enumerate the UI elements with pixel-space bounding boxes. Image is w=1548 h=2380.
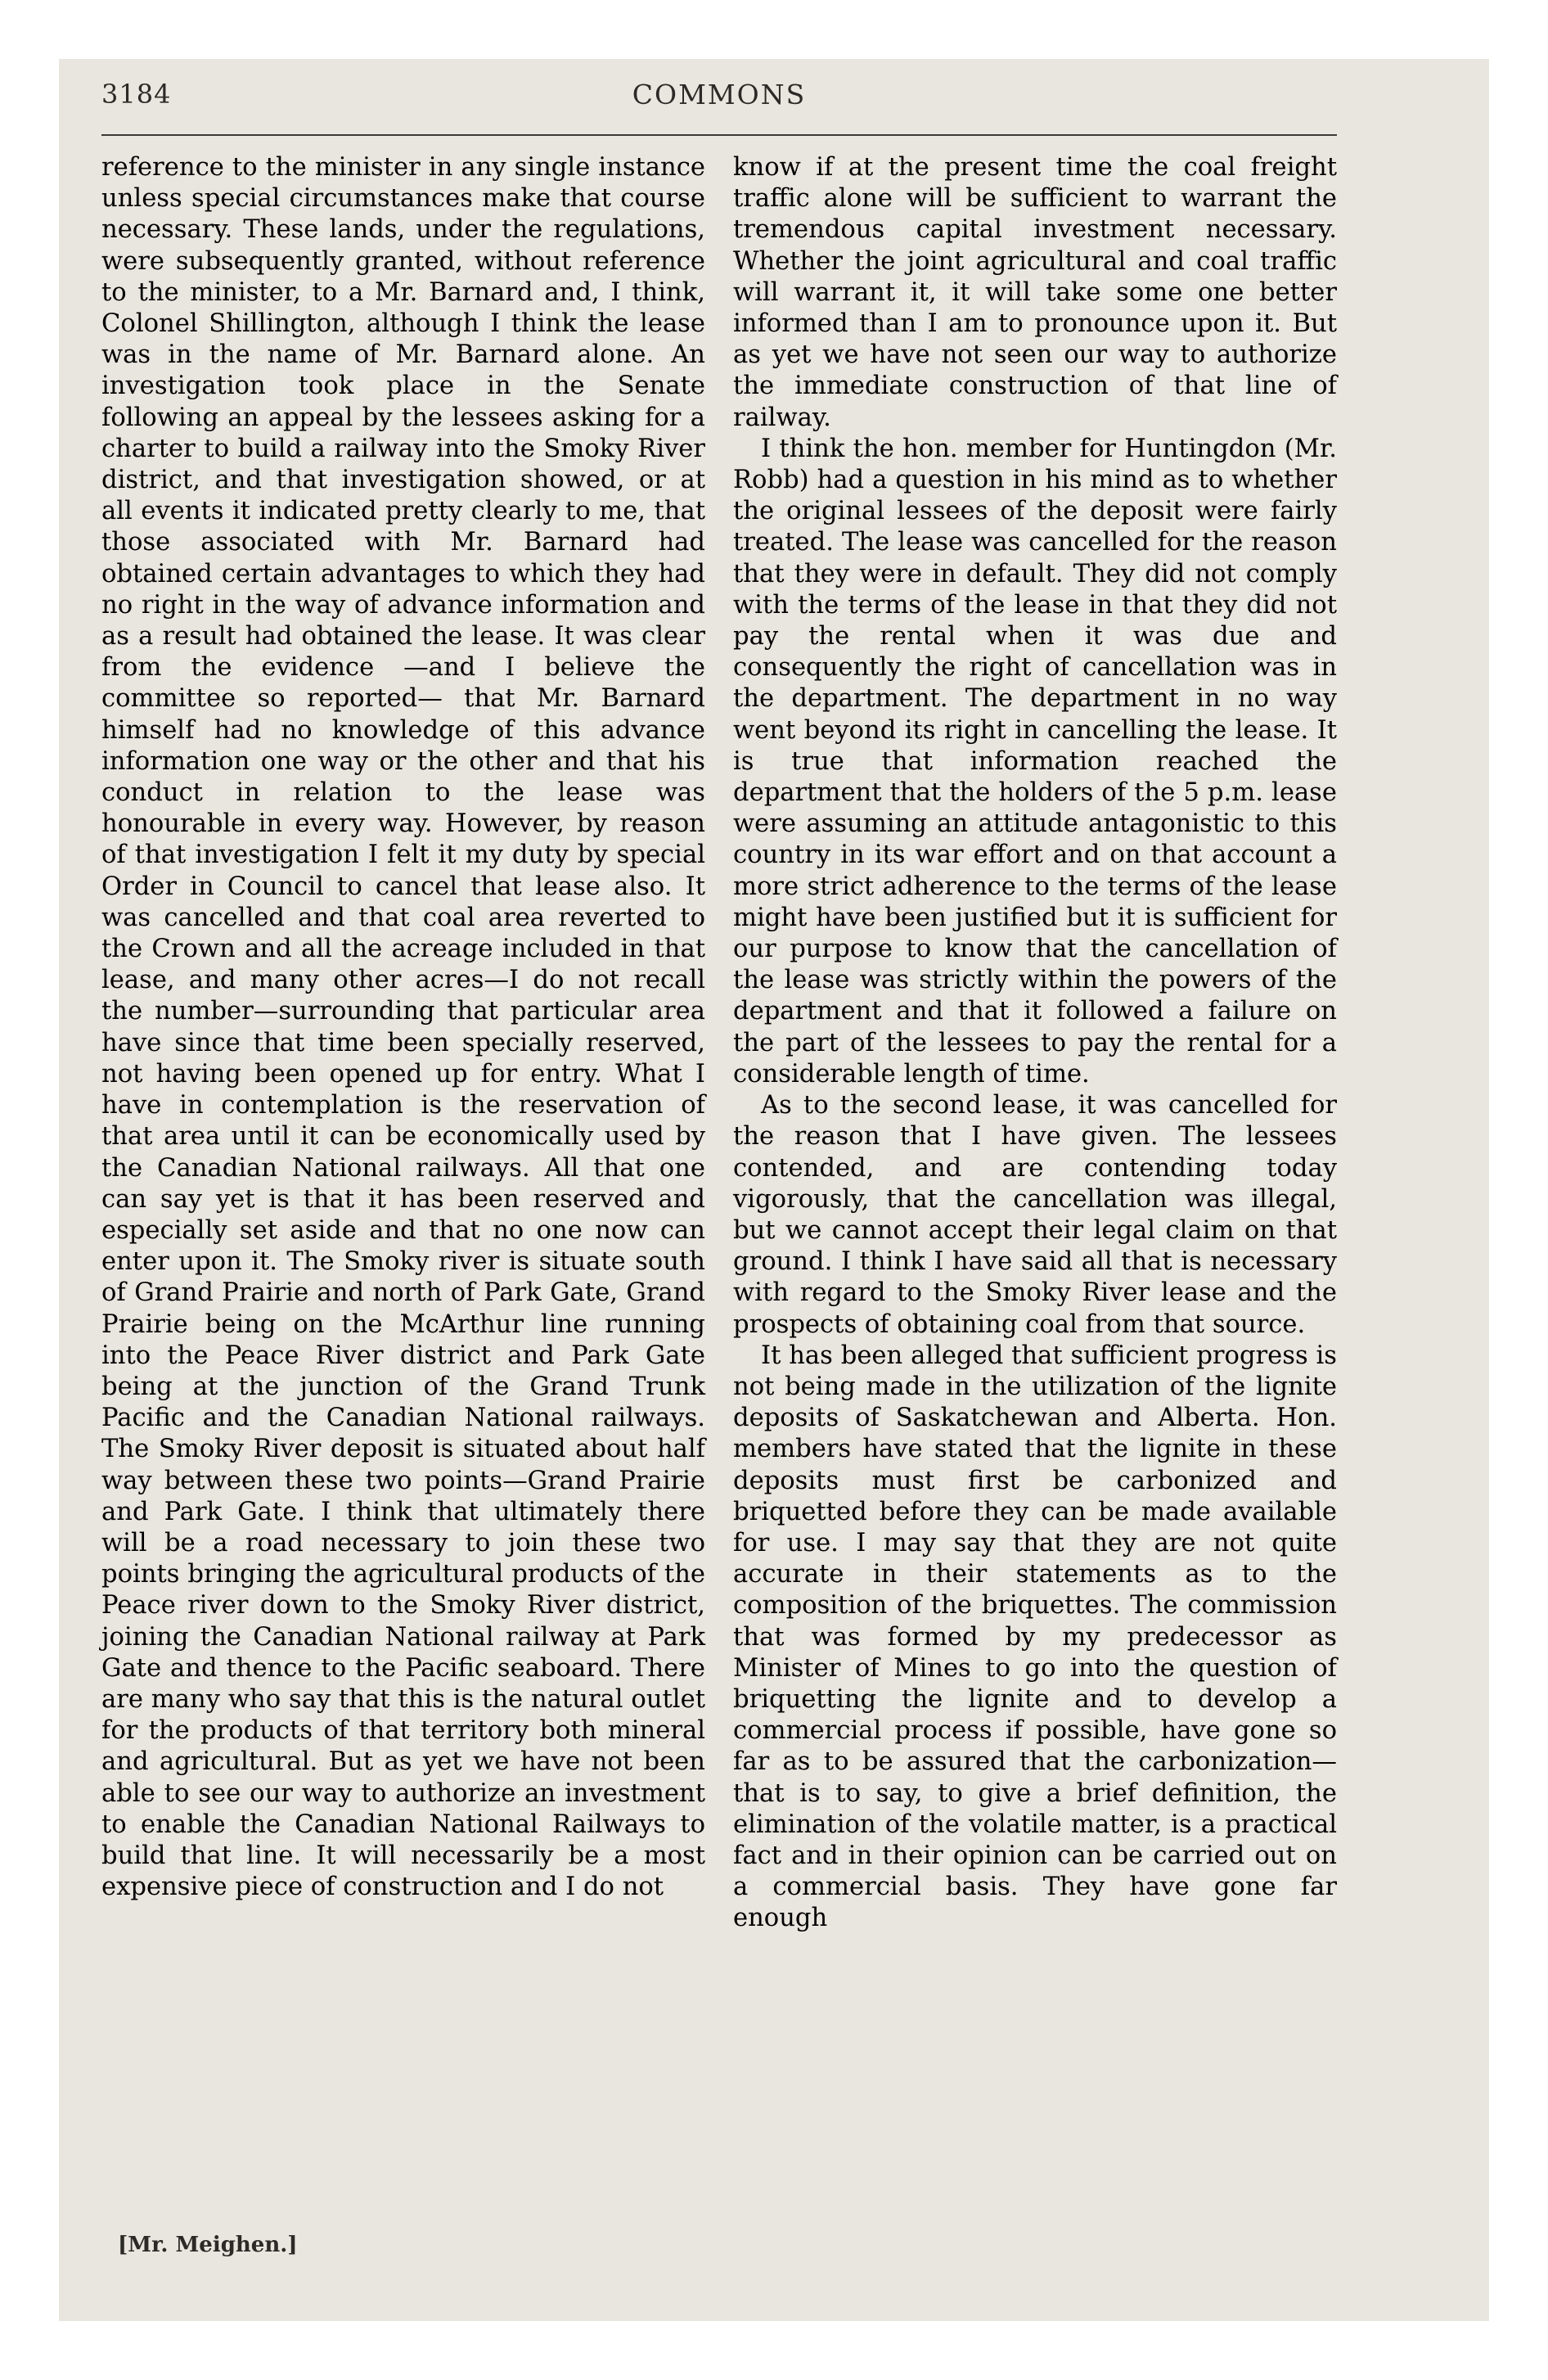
right-paragraph-2: I think the hon. member for Huntingdon (Mr. Robb) had a question in his mind as to whether the original lessees of the deposit were fairly treated. The lease was cancelled for the reason that they were in default. They did not comply with the terms of the lease in that they did not pay the rental when it was due and consequently the right of cancellation was in the department. The department in no way went beyond its right in cancelling the lease. It is true that information reached the department that the holders of the 5 p.m. lease were assuming an attitude antagonistic to this country in its war effort and on that account a more strict adherence to the terms of the lease might have been justified but it is sufficient for our purpose to know that the cancellation of the lease was strictly within the powers of the department and that it followed a failure on the part of the lessees to pay the rental for a considerable length of time. (733, 434, 1337, 1089)
right-paragraph-3: As to the second lease, it was cancelled for the reason that I have given. The lessees contended, and are contending today vigorously, that the cancellation was illegal, but we cannot accept their legal claim on that ground. I think I have said all that is necessary with regard to the Smoky River lease and the prospects of obtaining coal from that source. (733, 1091, 1337, 1339)
speaker-attribution: [Mr. Meighen.] (118, 2233, 298, 2257)
right-paragraph-4: It has been alleged that sufficient progress is not being made in the utilization of the lignite deposits of Saskatchewan and Alberta. Hon. members have stated that the lignite in these deposits must first be carbonized and briquetted before they can be made available for use. I may say that they are not quite accurate in their statements as to the composition of the briquettes. The commission that was formed by my predecessor as Minister of Mines to go into the question of briquetting the lignite and to develop a commercial process if possible, have gone so far as to be assured that the carbonization—that is to say, to give a brief definition, the elimination of the volatile matter, is a practical fact and in their opinion can be carried out on a commercial basis. They have gone far enough (733, 1341, 1337, 1933)
page-number: 3184 (101, 79, 172, 110)
right-paragraph-1: know if at the present time the coal freight traffic alone will be sufficient to warrant the tremendous capital investment necessary. Whether the joint agricultural and coal traffic will warrant it, it will take some one better informed than I am to pronounce upon it. But as yet we have not seen our way to authorize the immediate construction of that line of railway. (733, 153, 1337, 432)
left-paragraph-1: reference to the minister in any single instance unless special circumstances make that course necessary. These lands, under the regulations, were subsequently granted, without reference to the minister, to a Mr. Barnard and, I think, Colonel Shillington, although I think the lease was in the name of Mr. Barnard alone. An investigation took place in the Senate following an appeal by the lessees asking for a charter to build a railway into the Smoky River district, and that investigation showed, or at all events it indicated pretty clearly to me, that those associated with Mr. Barnard had obtained certain advantages to which they had no right in the way of advance information and as a result had obtained the lease. It was clear from the evidence —and I believe the committee so reported— that Mr. Barnard himself had no knowledge of this advance information one way or the other and that his conduct in relation to the lease was honourable in every way. However, by reason of that investigation I felt it my duty by special Order in Council to cancel that lease also. It was cancelled and that coal area reverted to the Crown and all the acreage included in that lease, and many other acres—I do not recall the number—surrounding that particular area have since that time been specially reserved, not having been opened up for entry. What I have in contemplation is the reservation of that area until it can be economically used by the Canadian National railways. All that one can say yet is that it has been reserved and especially set aside and that no one now can enter upon it. The Smoky river is situate south of Grand Prairie and north of Park Gate, Grand Prairie being on the McArthur line running into the Peace River district and Park Gate being at the junction of the Grand Trunk Pacific and the Canadian National railways. The Smoky River deposit is situated about half way between these two points—Grand Prairie and Park Gate. I think that ultimately there will be a road necessary to join these two points bringing the agricultural products of the Peace river down to the Smoky River district, joining the Canadian National railway at Park Gate and thence to the Pacific seaboard. There are many who say that this is the natural outlet for the products of that territory both mineral and agricultural. But as yet we have not been able to see our way to authorize an investment to enable the Canadian National Railways to build that line. It will necessarily be a most expensive piece of construction and I do not (101, 153, 705, 1902)
header-rule (101, 134, 1337, 136)
right-column (733, 152, 1337, 1935)
left-column (101, 152, 705, 1903)
section-title: COMMONS (632, 79, 807, 110)
running-head (101, 79, 1337, 128)
